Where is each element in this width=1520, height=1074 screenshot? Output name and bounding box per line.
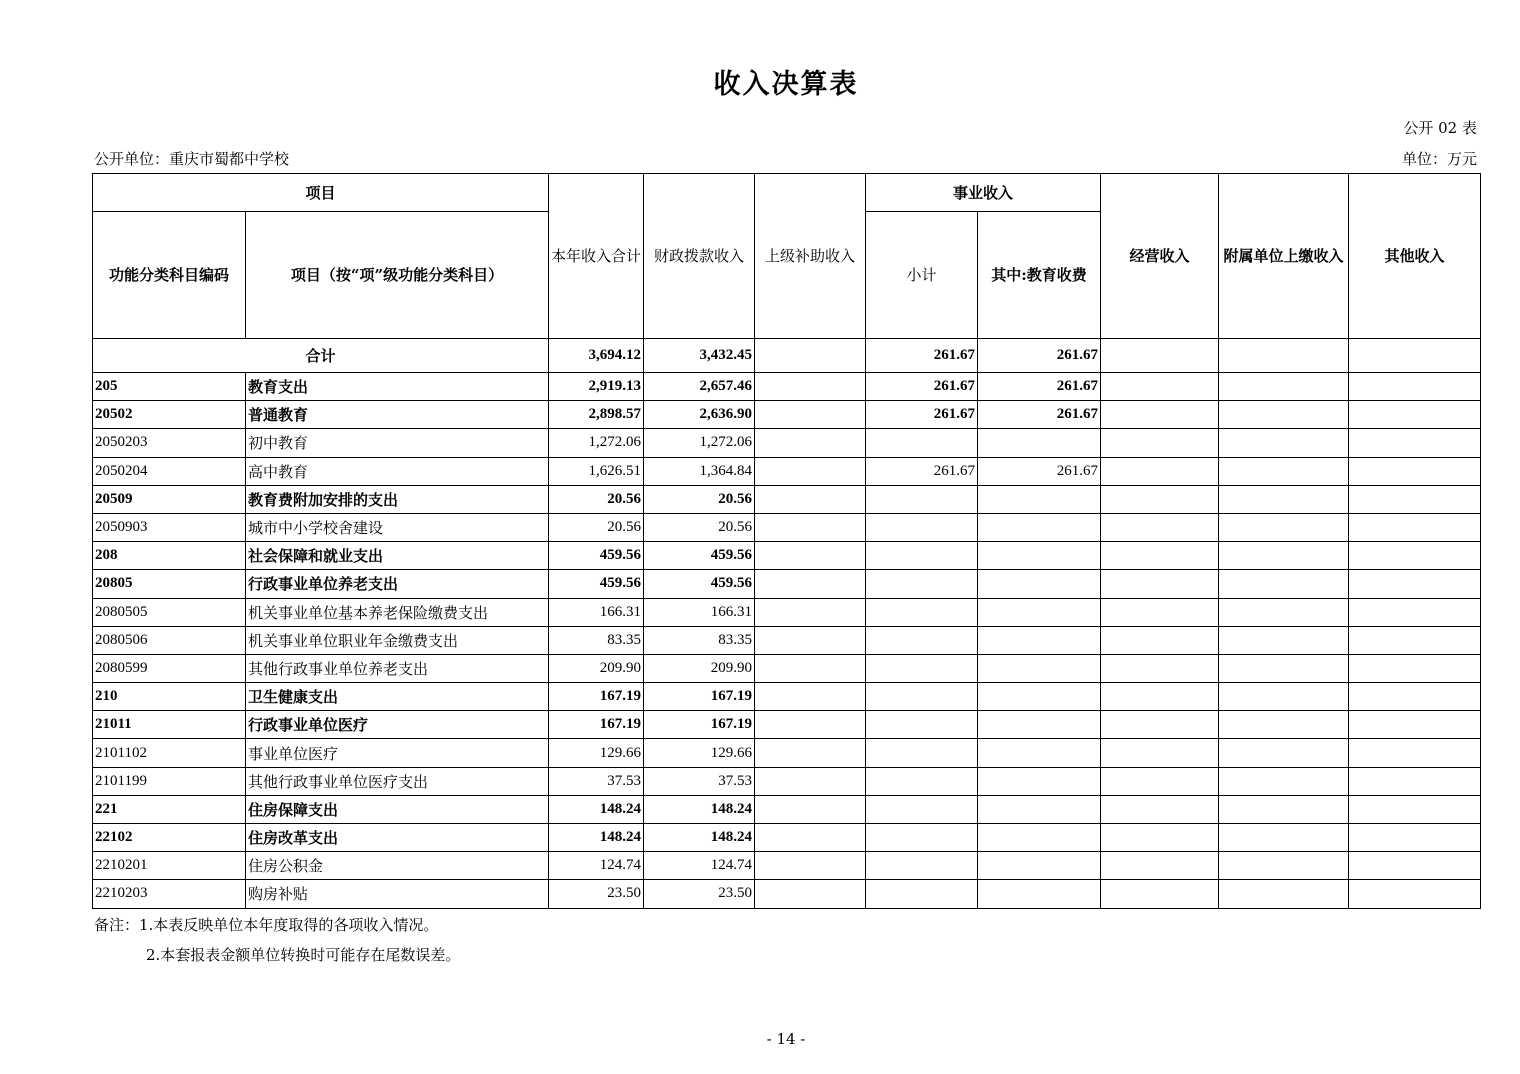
row-total-income-cell: 148.24	[549, 795, 644, 823]
row-subtotal-cell	[866, 429, 978, 457]
row-affiliated-cell	[1219, 485, 1349, 513]
row-total-income-cell: 129.66	[549, 739, 644, 767]
row-code-cell: 221	[93, 795, 246, 823]
row-operating-cell	[1101, 373, 1219, 401]
row-fiscal-cell: 23.50	[644, 880, 755, 908]
row-upper-subsidy-cell	[755, 542, 866, 570]
row-fiscal-cell: 20.56	[644, 513, 755, 541]
table-row	[93, 626, 1481, 654]
row-operating-cell	[1101, 824, 1219, 852]
table-row	[93, 598, 1481, 626]
row-total-income-cell: 167.19	[549, 711, 644, 739]
row-operating-cell	[1101, 654, 1219, 682]
header-total-income: 本年收入合计	[549, 174, 644, 339]
row-total-income-cell: 20.56	[549, 513, 644, 541]
row-subtotal-cell	[866, 852, 978, 880]
row-code-cell: 2210201	[93, 852, 246, 880]
row-total-income-cell: 459.56	[549, 570, 644, 598]
row-name-cell: 初中教育	[246, 429, 549, 457]
row-code-cell: 2050204	[93, 457, 246, 485]
row-fiscal-cell: 166.31	[644, 598, 755, 626]
row-code-cell: 2101199	[93, 767, 246, 795]
row-name-cell: 行政事业单位养老支出	[246, 570, 549, 598]
table-row	[93, 542, 1481, 570]
row-education-fee-cell	[978, 570, 1101, 598]
row-operating-cell	[1101, 429, 1219, 457]
row-education-fee-cell	[978, 767, 1101, 795]
row-fiscal-cell: 209.90	[644, 654, 755, 682]
row-operating-cell	[1101, 739, 1219, 767]
total-subtotal-cell: 261.67	[866, 339, 978, 373]
row-other-cell	[1349, 598, 1481, 626]
row-fiscal-cell: 167.19	[644, 683, 755, 711]
row-subtotal-cell	[866, 880, 978, 908]
header-subtotal: 小计	[866, 212, 978, 339]
row-education-fee-cell	[978, 654, 1101, 682]
row-code-cell: 20509	[93, 485, 246, 513]
row-affiliated-cell	[1219, 401, 1349, 429]
table-row	[93, 513, 1481, 541]
row-affiliated-cell	[1219, 654, 1349, 682]
row-affiliated-cell	[1219, 457, 1349, 485]
row-fiscal-cell: 1,272.06	[644, 429, 755, 457]
row-subtotal-cell: 261.67	[866, 457, 978, 485]
header-fiscal: 财政拨款收入	[644, 174, 755, 339]
table-row	[93, 852, 1481, 880]
row-name-cell: 普通教育	[246, 401, 549, 429]
row-total-income-cell: 1,272.06	[549, 429, 644, 457]
row-upper-subsidy-cell	[755, 880, 866, 908]
row-operating-cell	[1101, 513, 1219, 541]
row-education-fee-cell	[978, 683, 1101, 711]
row-education-fee-cell	[978, 542, 1101, 570]
row-upper-subsidy-cell	[755, 683, 866, 711]
row-affiliated-cell	[1219, 795, 1349, 823]
total-fiscal-cell: 3,432.45	[644, 339, 755, 373]
row-name-cell: 住房改革支出	[246, 824, 549, 852]
page-title: 收入决算表	[713, 69, 859, 100]
row-operating-cell	[1101, 852, 1219, 880]
row-affiliated-cell	[1219, 880, 1349, 908]
row-affiliated-cell	[1219, 542, 1349, 570]
row-total-income-cell: 1,626.51	[549, 457, 644, 485]
row-code-cell: 2050203	[93, 429, 246, 457]
total-affiliated-cell	[1219, 339, 1349, 373]
row-fiscal-cell: 459.56	[644, 542, 755, 570]
header-item-name: 项目（按“项”级功能分类科目）	[246, 212, 549, 339]
row-fiscal-cell: 148.24	[644, 824, 755, 852]
row-upper-subsidy-cell	[755, 824, 866, 852]
row-total-income-cell: 459.56	[549, 542, 644, 570]
row-name-cell: 其他行政事业单位养老支出	[246, 654, 549, 682]
row-upper-subsidy-cell	[755, 654, 866, 682]
table-row	[93, 457, 1481, 485]
row-other-cell	[1349, 711, 1481, 739]
row-code-cell: 2080506	[93, 626, 246, 654]
row-upper-subsidy-cell	[755, 711, 866, 739]
row-upper-subsidy-cell	[755, 626, 866, 654]
row-code-cell: 20805	[93, 570, 246, 598]
income-table	[92, 173, 1481, 909]
table-row	[93, 739, 1481, 767]
row-fiscal-cell: 20.56	[644, 485, 755, 513]
row-other-cell	[1349, 795, 1481, 823]
row-upper-subsidy-cell	[755, 457, 866, 485]
row-subtotal-cell	[866, 795, 978, 823]
row-education-fee-cell	[978, 598, 1101, 626]
row-subtotal-cell: 261.67	[866, 401, 978, 429]
total-label: 合计	[93, 339, 549, 373]
table-row	[93, 880, 1481, 908]
header-education-fee: 其中:教育收费	[978, 212, 1101, 339]
row-affiliated-cell	[1219, 824, 1349, 852]
row-other-cell	[1349, 739, 1481, 767]
row-fiscal-cell: 37.53	[644, 767, 755, 795]
row-other-cell	[1349, 683, 1481, 711]
row-subtotal-cell	[866, 683, 978, 711]
row-total-income-cell: 23.50	[549, 880, 644, 908]
reporting-unit: 公开单位：重庆市蜀都中学校	[94, 150, 290, 168]
total-education-fee-cell: 261.67	[978, 339, 1101, 373]
row-affiliated-cell	[1219, 683, 1349, 711]
row-education-fee-cell	[978, 880, 1101, 908]
notes	[94, 910, 460, 970]
row-fiscal-cell: 167.19	[644, 711, 755, 739]
row-other-cell	[1349, 429, 1481, 457]
row-total-income-cell: 124.74	[549, 852, 644, 880]
table-row	[93, 373, 1481, 401]
row-name-cell: 机关事业单位基本养老保险缴费支出	[246, 598, 549, 626]
row-operating-cell	[1101, 542, 1219, 570]
row-operating-cell	[1101, 880, 1219, 908]
row-upper-subsidy-cell	[755, 852, 866, 880]
row-other-cell	[1349, 570, 1481, 598]
row-affiliated-cell	[1219, 739, 1349, 767]
row-code-cell: 2210203	[93, 880, 246, 908]
row-education-fee-cell	[978, 795, 1101, 823]
row-total-income-cell: 167.19	[549, 683, 644, 711]
row-fiscal-cell: 83.35	[644, 626, 755, 654]
form-number: 公开 02 表	[1403, 119, 1477, 137]
row-other-cell	[1349, 880, 1481, 908]
row-upper-subsidy-cell	[755, 795, 866, 823]
row-subtotal-cell	[866, 513, 978, 541]
row-education-fee-cell	[978, 711, 1101, 739]
row-upper-subsidy-cell	[755, 598, 866, 626]
row-other-cell	[1349, 401, 1481, 429]
row-subtotal-cell	[866, 767, 978, 795]
row-subtotal-cell	[866, 485, 978, 513]
note-line-1: 备注：1.本表反映单位本年度取得的各项收入情况。	[94, 916, 439, 934]
row-name-cell: 购房补贴	[246, 880, 549, 908]
row-code-cell: 2050903	[93, 513, 246, 541]
page-number: - 14 -	[766, 1030, 806, 1048]
row-education-fee-cell	[978, 824, 1101, 852]
row-operating-cell	[1101, 711, 1219, 739]
row-affiliated-cell	[1219, 626, 1349, 654]
row-code-cell: 2080505	[93, 598, 246, 626]
row-name-cell: 高中教育	[246, 457, 549, 485]
row-subtotal-cell	[866, 654, 978, 682]
row-fiscal-cell: 124.74	[644, 852, 755, 880]
row-total-income-cell: 2,898.57	[549, 401, 644, 429]
row-total-income-cell: 209.90	[549, 654, 644, 682]
row-affiliated-cell	[1219, 598, 1349, 626]
row-subtotal-cell	[866, 542, 978, 570]
note-line-2: 2.本套报表金额单位转换时可能存在尾数误差。	[146, 946, 461, 964]
row-name-cell: 住房公积金	[246, 852, 549, 880]
row-subtotal-cell	[866, 598, 978, 626]
row-total-income-cell: 37.53	[549, 767, 644, 795]
row-operating-cell	[1101, 626, 1219, 654]
table-row	[93, 683, 1481, 711]
table-row	[93, 570, 1481, 598]
row-education-fee-cell: 261.67	[978, 373, 1101, 401]
row-code-cell: 20502	[93, 401, 246, 429]
row-affiliated-cell	[1219, 767, 1349, 795]
row-upper-subsidy-cell	[755, 373, 866, 401]
row-code-cell: 205	[93, 373, 246, 401]
row-total-income-cell: 83.35	[549, 626, 644, 654]
row-name-cell: 事业单位医疗	[246, 739, 549, 767]
row-affiliated-cell	[1219, 711, 1349, 739]
table-row	[93, 711, 1481, 739]
header-operating: 经营收入	[1101, 174, 1219, 339]
row-name-cell: 卫生健康支出	[246, 683, 549, 711]
row-code-cell: 2080599	[93, 654, 246, 682]
row-education-fee-cell	[978, 485, 1101, 513]
header-other: 其他收入	[1349, 174, 1481, 339]
row-operating-cell	[1101, 401, 1219, 429]
row-education-fee-cell	[978, 852, 1101, 880]
row-operating-cell	[1101, 570, 1219, 598]
row-operating-cell	[1101, 767, 1219, 795]
row-other-cell	[1349, 373, 1481, 401]
row-operating-cell	[1101, 683, 1219, 711]
row-upper-subsidy-cell	[755, 429, 866, 457]
currency-unit: 单位：万元	[1401, 150, 1477, 168]
row-other-cell	[1349, 852, 1481, 880]
row-total-income-cell: 148.24	[549, 824, 644, 852]
table-row	[93, 767, 1481, 795]
row-other-cell	[1349, 824, 1481, 852]
row-affiliated-cell	[1219, 373, 1349, 401]
row-other-cell	[1349, 626, 1481, 654]
row-upper-subsidy-cell	[755, 767, 866, 795]
table-row	[93, 824, 1481, 852]
row-affiliated-cell	[1219, 429, 1349, 457]
row-fiscal-cell: 459.56	[644, 570, 755, 598]
row-subtotal-cell	[866, 711, 978, 739]
row-operating-cell	[1101, 457, 1219, 485]
header-item-group: 项目	[93, 174, 549, 212]
row-upper-subsidy-cell	[755, 401, 866, 429]
row-fiscal-cell: 129.66	[644, 739, 755, 767]
row-code-cell: 210	[93, 683, 246, 711]
header-func-code: 功能分类科目编码	[93, 212, 246, 339]
row-upper-subsidy-cell	[755, 739, 866, 767]
table-row	[93, 485, 1481, 513]
row-upper-subsidy-cell	[755, 513, 866, 541]
row-fiscal-cell: 148.24	[644, 795, 755, 823]
row-operating-cell	[1101, 485, 1219, 513]
row-other-cell	[1349, 767, 1481, 795]
row-other-cell	[1349, 654, 1481, 682]
row-education-fee-cell: 261.67	[978, 457, 1101, 485]
row-code-cell: 21011	[93, 711, 246, 739]
row-subtotal-cell	[866, 570, 978, 598]
row-education-fee-cell	[978, 739, 1101, 767]
total-row	[93, 339, 1481, 373]
row-subtotal-cell: 261.67	[866, 373, 978, 401]
header-affiliated: 附属单位上缴收入	[1219, 174, 1349, 339]
row-other-cell	[1349, 513, 1481, 541]
row-name-cell: 社会保障和就业支出	[246, 542, 549, 570]
total-operating-cell	[1101, 339, 1219, 373]
row-upper-subsidy-cell	[755, 485, 866, 513]
row-other-cell	[1349, 485, 1481, 513]
row-name-cell: 其他行政事业单位医疗支出	[246, 767, 549, 795]
row-name-cell: 行政事业单位医疗	[246, 711, 549, 739]
header-upper-subsidy: 上级补助收入	[755, 174, 866, 339]
row-code-cell: 22102	[93, 824, 246, 852]
header-business-group: 事业收入	[866, 174, 1101, 212]
row-total-income-cell: 20.56	[549, 485, 644, 513]
row-education-fee-cell: 261.67	[978, 401, 1101, 429]
total-income-cell: 3,694.12	[549, 339, 644, 373]
table-row	[93, 401, 1481, 429]
row-code-cell: 208	[93, 542, 246, 570]
row-name-cell: 教育支出	[246, 373, 549, 401]
total-upper-subsidy-cell	[755, 339, 866, 373]
row-total-income-cell: 2,919.13	[549, 373, 644, 401]
row-name-cell: 教育费附加安排的支出	[246, 485, 549, 513]
row-affiliated-cell	[1219, 513, 1349, 541]
row-education-fee-cell	[978, 513, 1101, 541]
row-operating-cell	[1101, 598, 1219, 626]
row-upper-subsidy-cell	[755, 570, 866, 598]
total-other-cell	[1349, 339, 1481, 373]
row-subtotal-cell	[866, 824, 978, 852]
table-row	[93, 429, 1481, 457]
row-total-income-cell: 166.31	[549, 598, 644, 626]
row-other-cell	[1349, 542, 1481, 570]
row-fiscal-cell: 1,364.84	[644, 457, 755, 485]
row-education-fee-cell	[978, 429, 1101, 457]
table-row	[93, 654, 1481, 682]
row-affiliated-cell	[1219, 570, 1349, 598]
row-other-cell	[1349, 457, 1481, 485]
row-name-cell: 机关事业单位职业年金缴费支出	[246, 626, 549, 654]
row-fiscal-cell: 2,636.90	[644, 401, 755, 429]
row-fiscal-cell: 2,657.46	[644, 373, 755, 401]
table-row	[93, 795, 1481, 823]
row-name-cell: 住房保障支出	[246, 795, 549, 823]
row-operating-cell	[1101, 795, 1219, 823]
row-name-cell: 城市中小学校舍建设	[246, 513, 549, 541]
row-code-cell: 2101102	[93, 739, 246, 767]
row-education-fee-cell	[978, 626, 1101, 654]
row-subtotal-cell	[866, 739, 978, 767]
row-affiliated-cell	[1219, 852, 1349, 880]
row-subtotal-cell	[866, 626, 978, 654]
